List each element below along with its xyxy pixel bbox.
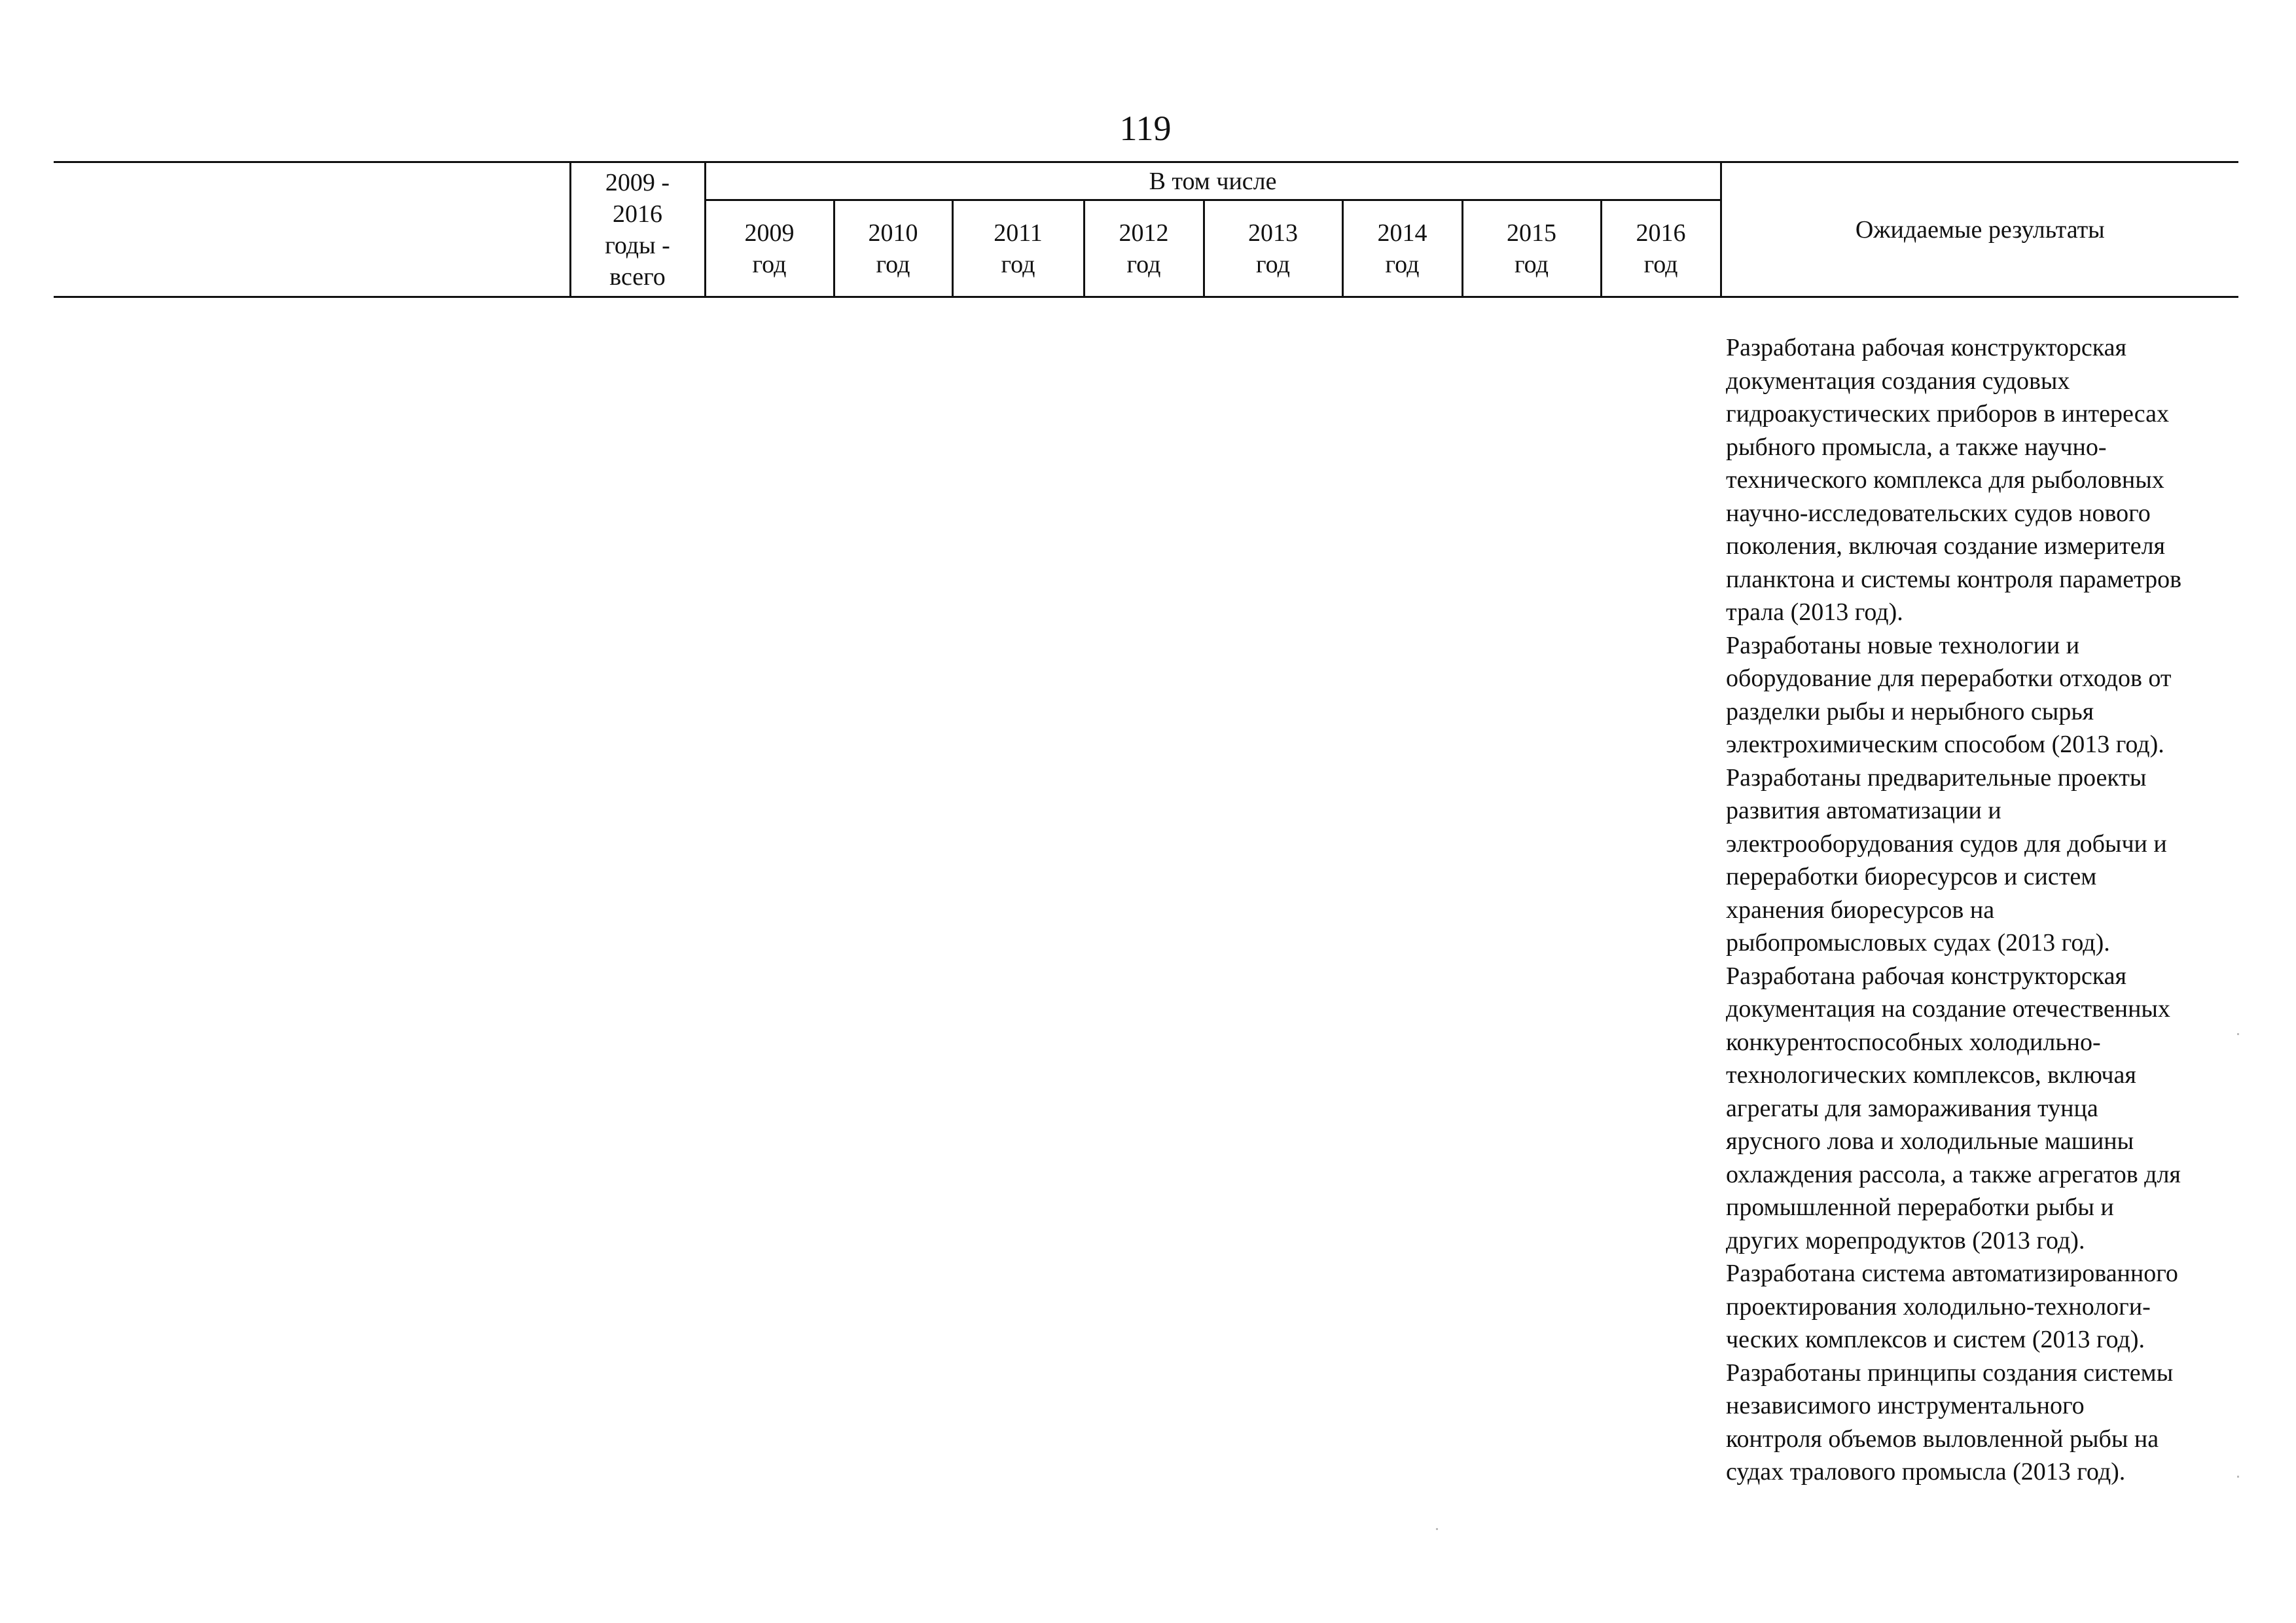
result-line: Разработана система автоматизированного: [1726, 1260, 2178, 1287]
result-paragraph: [1726, 761, 2250, 960]
blank-header-cell: [54, 162, 570, 297]
result-line: рыбопромысловых судах (2013 год).: [1726, 929, 2110, 957]
total-line-2: 2016: [613, 200, 662, 228]
result-paragraph: [1726, 1357, 2250, 1489]
result-line: независимого инструментального: [1726, 1392, 2085, 1419]
total-years-header: [570, 162, 705, 297]
result-line: конкурентоспособных холодильно-: [1726, 1028, 2101, 1056]
result-line: развития автоматизации и: [1726, 797, 2001, 824]
result-paragraph: [1726, 331, 2250, 629]
result-line: Разработаны предварительные проекты: [1726, 763, 2147, 792]
result-line: Разработаны принципы создания системы: [1726, 1359, 2174, 1387]
result-line: трала (2013 год).: [1726, 598, 1903, 626]
result-paragraph: [1726, 1257, 2250, 1357]
result-line: переработки биоресурсов и систем: [1726, 863, 2097, 890]
result-paragraph: [1726, 629, 2250, 761]
result-line: документация на создание отечественных: [1726, 995, 2170, 1023]
result-line: хранения биоресурсов на: [1726, 896, 1995, 924]
result-line: документация создания судовых: [1726, 367, 2070, 395]
result-line: гидроакустических приборов в интересах: [1726, 400, 2169, 428]
result-line: научно-исследовательских судов нового: [1726, 499, 2151, 527]
year-header-2014: 2014 год: [1342, 200, 1462, 297]
page-number: 119: [1119, 109, 1172, 148]
result-line: ческих комплексов и систем (2013 год).: [1726, 1326, 2145, 1353]
including-header: В том числе: [705, 162, 1721, 200]
table-header: [54, 161, 2238, 298]
result-line: технологических комплексов, включая: [1726, 1061, 2136, 1089]
year-header-2011: 2011 год: [952, 200, 1084, 297]
scan-speck: [2237, 1033, 2239, 1035]
result-line: разделки рыбы и нерыбного сырья: [1726, 697, 2094, 725]
total-line-1: 2009 -: [605, 168, 670, 196]
result-line: электрооборудования судов для добычи и: [1726, 830, 2167, 858]
result-line: Разработана рабочая конструкторская: [1726, 962, 2126, 990]
result-line: агрегаты для замораживания тунца: [1726, 1094, 2098, 1122]
result-line: поколения, включая создание измерителя: [1726, 532, 2166, 560]
expected-results-header: Ожидаемые результаты: [1721, 162, 2238, 297]
result-line: электрохимическим способом (2013 год).: [1726, 731, 2164, 758]
expected-results-text: [1726, 331, 2250, 1489]
total-line-4: всего: [609, 263, 666, 291]
scan-speck: [1436, 1528, 1438, 1530]
result-line: проектирования холодильно-технологи-: [1726, 1292, 2151, 1321]
result-paragraph: [1726, 960, 2250, 1258]
result-line: оборудование для переработки отходов от: [1726, 665, 2172, 692]
scan-speck: [2237, 1476, 2239, 1478]
result-line: Разработана рабочая конструкторская: [1726, 334, 2126, 361]
year-header-2009: 2009 год: [705, 200, 834, 297]
year-header-2012: 2012 год: [1084, 200, 1204, 297]
result-line: технического комплекса для рыболовных: [1726, 466, 2164, 494]
year-header-2016: 2016 год: [1601, 200, 1721, 297]
result-line: Разработаны новые технологии и: [1726, 631, 2080, 659]
result-line: судах тралового промысла (2013 год).: [1726, 1458, 2126, 1486]
result-line: рыбного промысла, а также научно-: [1726, 433, 2107, 461]
result-line: промышленной переработки рыбы и: [1726, 1194, 2114, 1221]
total-line-3: годы -: [605, 231, 670, 259]
result-line: других морепродуктов (2013 год).: [1726, 1226, 2085, 1254]
result-line: контроля объемов выловленной рыбы на: [1726, 1425, 2159, 1453]
result-line: охлаждения рассола, а также агрегатов для: [1726, 1160, 2181, 1188]
year-header-2010: 2010 год: [834, 200, 952, 297]
year-header-2013: 2013 год: [1204, 200, 1342, 297]
result-line: ярусного лова и холодильные машины: [1726, 1127, 2134, 1155]
result-line: планктона и системы контроля параметров: [1726, 565, 2182, 593]
year-header-2015: 2015 год: [1462, 200, 1601, 297]
